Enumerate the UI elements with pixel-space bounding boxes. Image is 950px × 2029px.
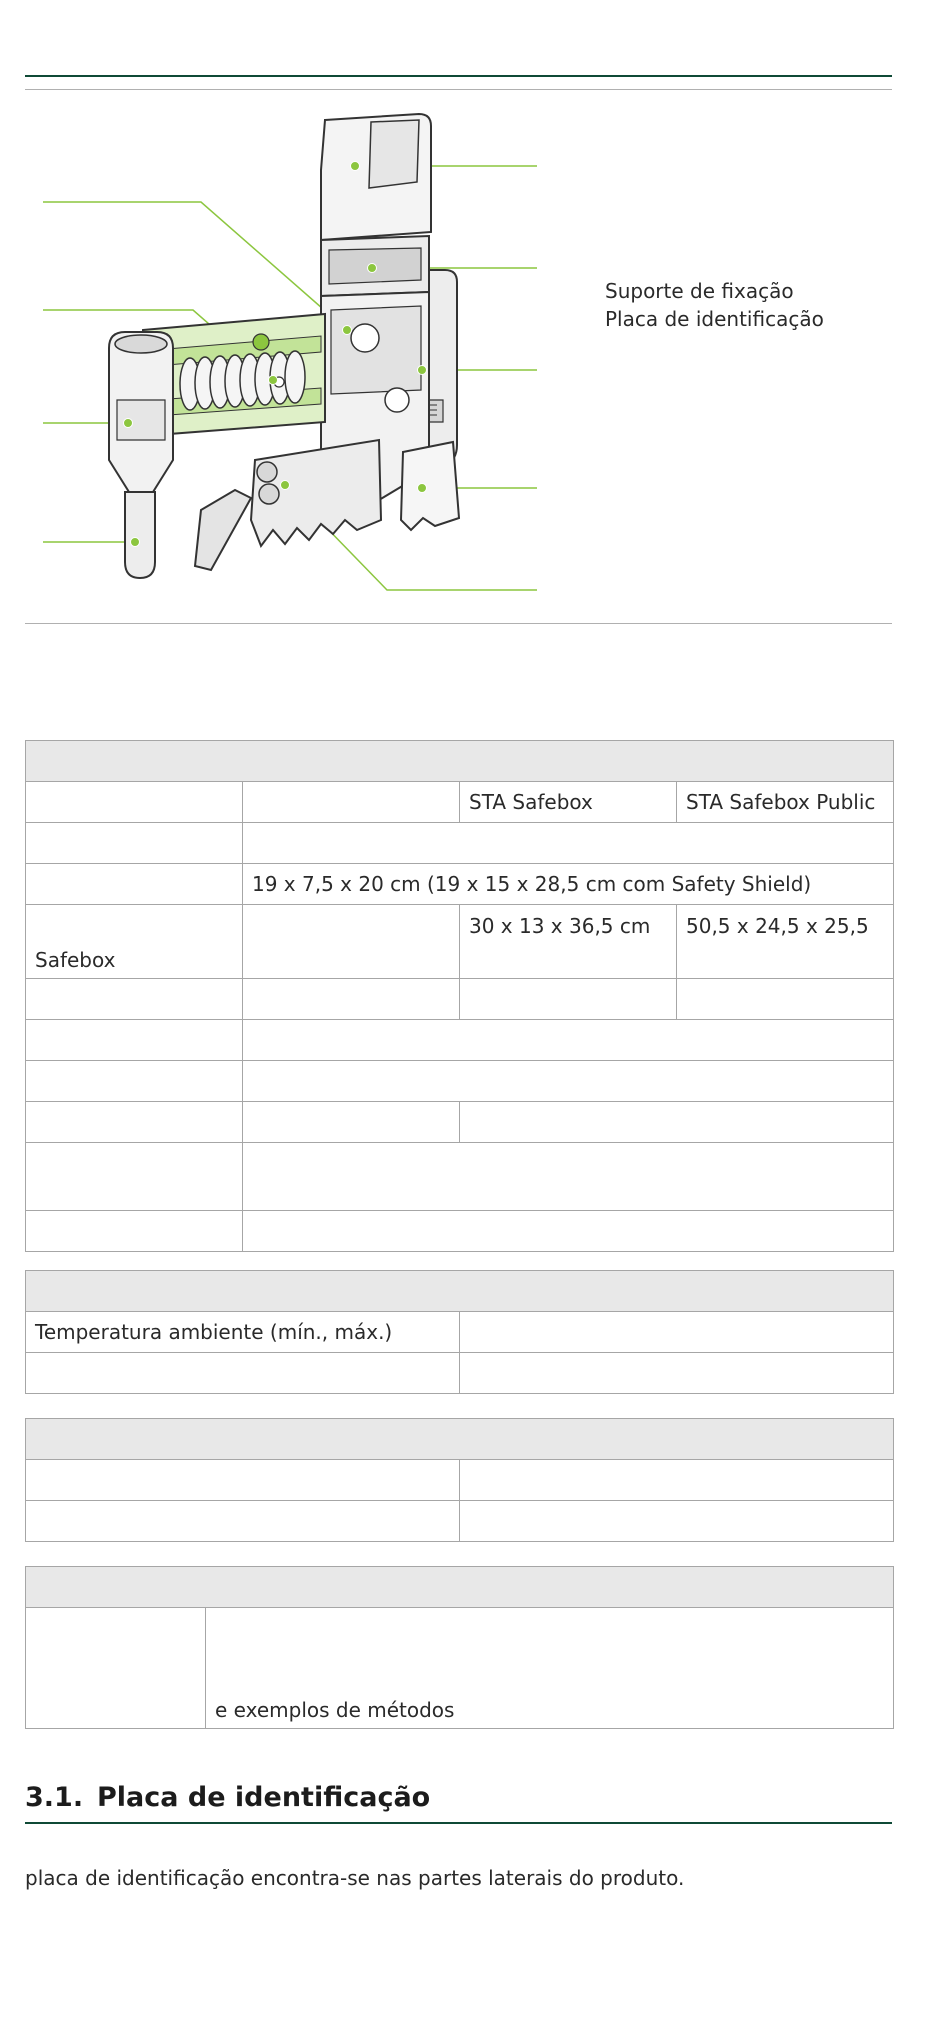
table-row	[26, 1608, 894, 1729]
hopper-window	[369, 120, 419, 188]
table-cell	[26, 1061, 243, 1102]
table-cell	[243, 979, 460, 1020]
table-header-row	[26, 1419, 894, 1460]
table-cell	[243, 1143, 894, 1211]
table-row	[26, 864, 894, 905]
handle-shaft	[125, 492, 155, 578]
table-cell	[243, 1061, 894, 1102]
figure-bottom-rule	[25, 623, 892, 624]
table-row	[26, 1143, 894, 1211]
table-cell	[677, 979, 894, 1020]
figure-label-list	[605, 277, 824, 333]
table-header-cell	[26, 1271, 894, 1312]
table-cell	[26, 1460, 460, 1501]
table-cell	[243, 1020, 894, 1061]
figure-label-nameplate: Placa de identificação	[605, 307, 824, 331]
table-header-row	[26, 741, 894, 782]
table-cell	[26, 1143, 243, 1211]
table-cell	[460, 979, 677, 1020]
column-header-sta-safebox-public: STA Safebox Public	[677, 782, 894, 823]
column-header-sta-safebox: STA Safebox	[460, 782, 677, 823]
table-cell	[26, 1020, 243, 1061]
table-cell	[460, 1460, 894, 1501]
device-dimensions-cell: 19 x 7,5 x 20 cm (19 x 15 x 28,5 cm com Safety Shield)	[243, 864, 894, 905]
table-row	[26, 782, 894, 823]
methods-table	[25, 1566, 894, 1729]
safebox-dimensions-cell: 30 x 13 x 36,5 cm	[460, 905, 677, 979]
section-number: 3.1.	[25, 1782, 84, 1813]
table-header-cell	[26, 1567, 894, 1608]
ambient-conditions-table	[25, 1270, 894, 1394]
table-row	[26, 823, 894, 864]
figure-label-mounting-bracket: Suporte de fixação	[605, 279, 794, 303]
technical-data-table	[25, 740, 894, 1252]
table-header-row	[26, 1271, 894, 1312]
table-cell	[243, 823, 894, 864]
table-row	[26, 1460, 894, 1501]
section-title: Placa de identificação	[97, 1782, 431, 1813]
safebox-row-label: Safebox	[26, 905, 243, 979]
table-cell	[243, 1102, 460, 1143]
top-green-rule	[25, 75, 892, 77]
table-cell	[460, 1102, 894, 1143]
table-row	[26, 1020, 894, 1061]
table-cell	[243, 905, 460, 979]
safebox-public-dimensions-cell: 50,5 x 24,5 x 25,5	[677, 905, 894, 979]
table-cell	[243, 1211, 894, 1252]
table-cell	[460, 1312, 894, 1353]
table-cell	[26, 782, 243, 823]
conditions-table	[25, 1418, 894, 1542]
methods-examples-cell: e exemplos de métodos	[206, 1608, 894, 1729]
table-cell	[26, 1102, 243, 1143]
table-row	[26, 1353, 894, 1394]
table-header-row	[26, 1567, 894, 1608]
table-cell	[460, 1501, 894, 1542]
table-cell	[26, 1353, 460, 1394]
table-cell	[460, 1353, 894, 1394]
figure-top-rule	[25, 89, 892, 90]
table-row	[26, 1211, 894, 1252]
table-cell	[26, 979, 243, 1020]
lever	[195, 490, 251, 570]
table-cell	[26, 1211, 243, 1252]
section-rule	[25, 1822, 892, 1824]
table-row	[26, 1501, 894, 1542]
table-header-cell	[26, 741, 894, 782]
section-heading	[25, 1782, 430, 1813]
table-cell	[26, 864, 243, 905]
table-cell	[26, 823, 243, 864]
table-row	[26, 1312, 894, 1353]
table-header-cell	[26, 1419, 894, 1460]
table-cell	[26, 1608, 206, 1729]
table-cell	[26, 1501, 460, 1542]
collection-tray	[401, 442, 459, 530]
table-row	[26, 1102, 894, 1143]
table-row	[26, 979, 894, 1020]
table-cell	[243, 782, 460, 823]
section-body-text: placa de identificação encontra-se nas partes laterais do produto.	[25, 1866, 685, 1890]
device-cutaway-illustration	[25, 100, 545, 615]
table-row	[26, 905, 894, 979]
ambient-temperature-label: Temperatura ambiente (mín., máx.)	[26, 1312, 460, 1353]
table-row	[26, 1061, 894, 1102]
